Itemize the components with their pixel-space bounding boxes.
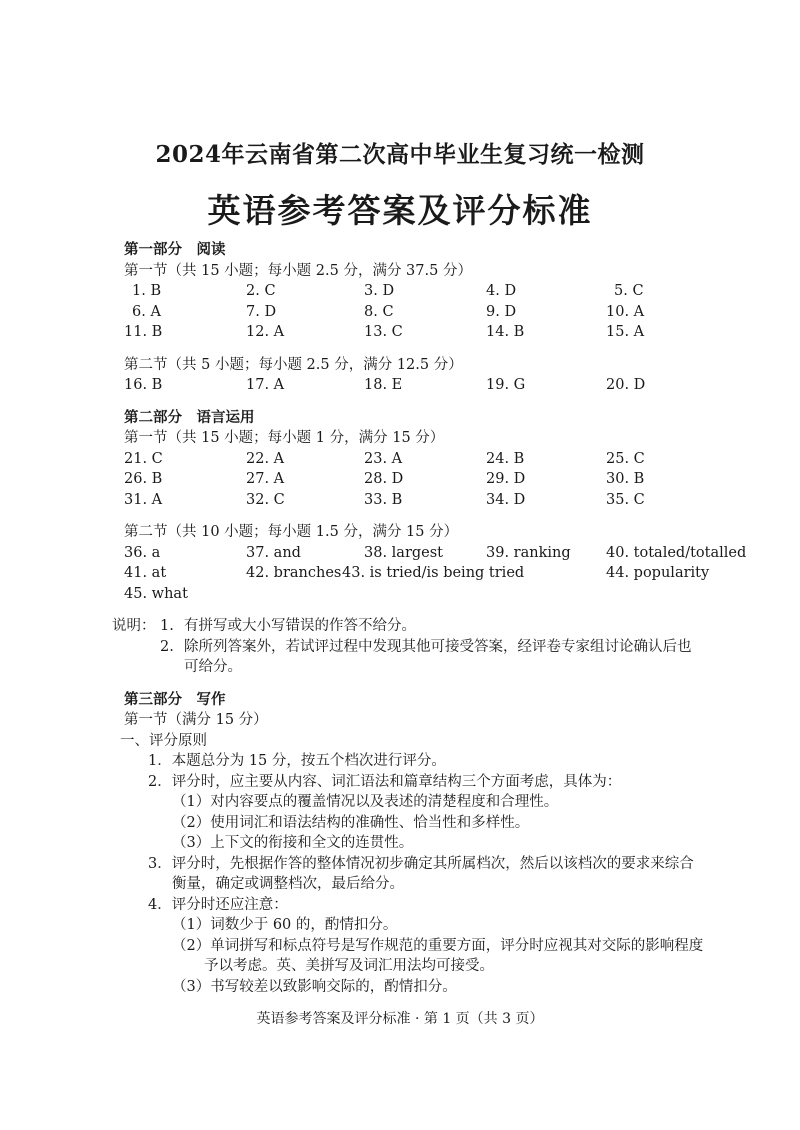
note-item bbox=[124, 637, 744, 658]
exam-title: 2024年云南省第二次高中毕业生复习统一检测 bbox=[155, 141, 645, 168]
answer: 22. A bbox=[246, 450, 285, 467]
answer: 11. B bbox=[124, 324, 163, 340]
note-item bbox=[112, 616, 744, 637]
answer: 1. B bbox=[132, 283, 162, 299]
answer: 5. C bbox=[614, 283, 644, 299]
note-text: 有拼写或大小写错误的作答不给分。 bbox=[184, 618, 416, 634]
answer: 8. C bbox=[364, 303, 394, 320]
page-footer: 英语参考答案及评分标准 · 第 1 页（共 3 页） bbox=[256, 1011, 544, 1027]
answer-row bbox=[124, 449, 744, 470]
answer: 4. D bbox=[486, 283, 517, 299]
note-item-continued bbox=[124, 657, 744, 678]
part3-heading: 第三部分 写作 bbox=[124, 690, 226, 708]
answer-row bbox=[124, 563, 744, 584]
answer-row bbox=[124, 375, 744, 396]
answer: 7. D bbox=[246, 303, 277, 320]
principle-4-item-continued: 予以考虑。英、美拼写及词汇用法均可接受。 bbox=[204, 958, 494, 974]
principle-3: 3．评分时，先根据作答的整体情况初步确定其所属档次，然后以该档次的要求来综合 bbox=[148, 855, 694, 872]
part2-sec2-heading: 第二节（共 10 小题；每小题 1.5 分，满分 15 分） bbox=[124, 524, 459, 540]
answer: 3. D bbox=[364, 283, 395, 299]
answer: 12. A bbox=[246, 324, 285, 340]
note-text: 除所列答案外，若试评过程中发现其他可接受答案，经评卷专家组讨论确认后也 bbox=[184, 638, 692, 655]
part3-sec1-heading: 第一节（满分 15 分） bbox=[124, 712, 268, 728]
answer: 27. A bbox=[246, 471, 285, 487]
note-label: 说明： bbox=[112, 618, 156, 634]
answer: 45. what bbox=[124, 585, 188, 602]
answer-row bbox=[124, 543, 747, 564]
answer: 26. B bbox=[124, 471, 163, 487]
answer-row bbox=[124, 322, 744, 343]
content bbox=[112, 240, 747, 997]
answer: 18. E bbox=[364, 377, 403, 393]
principle-2: 2．评分时，应主要从内容、词汇语法和篇章结构三个方面考虑，具体为： bbox=[148, 773, 622, 790]
answer: 6. A bbox=[132, 303, 161, 320]
part2-heading: 第二部分 语言运用 bbox=[124, 408, 255, 426]
answer: 9. D bbox=[486, 303, 517, 320]
answer-row bbox=[124, 490, 744, 511]
answer: 10. A bbox=[606, 303, 645, 320]
answer: 34. D bbox=[486, 491, 526, 508]
answer: 15. A bbox=[606, 324, 645, 340]
answer: 30. B bbox=[606, 471, 645, 487]
answer: 25. C bbox=[606, 450, 645, 467]
answer: 13. C bbox=[364, 324, 403, 340]
principle-2-item: （1）对内容要点的覆盖情况以及表述的清楚程度和合理性。 bbox=[172, 794, 559, 810]
answer: 39. ranking bbox=[486, 544, 571, 561]
part1-sec2-heading: 第二节（共 5 小题；每小题 2.5 分，满分 12.5 分） bbox=[124, 356, 463, 373]
answer: 44. popularity bbox=[606, 565, 710, 581]
answer-row bbox=[124, 469, 744, 490]
principle-4-item: （3）书写较差以致影响交际的，酌情扣分。 bbox=[172, 978, 457, 995]
answer: 21. C bbox=[124, 450, 163, 467]
answer: 35. C bbox=[606, 491, 645, 508]
answer: 19. G bbox=[486, 377, 526, 393]
answer: 41. at bbox=[124, 565, 167, 581]
answer: 20. D bbox=[606, 377, 646, 393]
answer: 31. A bbox=[124, 491, 163, 508]
answer: 38. largest bbox=[364, 544, 444, 561]
answer: 16. B bbox=[124, 377, 163, 393]
answer: 23. A bbox=[364, 450, 403, 467]
note-text: 可给分。 bbox=[184, 659, 242, 675]
answer: 14. B bbox=[486, 324, 525, 340]
answer: 29. D bbox=[486, 471, 526, 487]
answer: 28. D bbox=[364, 471, 404, 487]
answer-row bbox=[124, 302, 744, 323]
principle-3-continued: 衡量，确定或调整档次，最后给分。 bbox=[172, 876, 404, 892]
answer: 36. a bbox=[124, 544, 161, 561]
principles-heading: 一、评分原则 bbox=[120, 732, 207, 749]
principle-2-item: （3）上下文的衔接和全文的连贯性。 bbox=[172, 835, 414, 851]
answer: 40. totaled/totalled bbox=[606, 544, 747, 561]
part1-sec1-heading: 第一节（共 15 小题；每小题 2.5 分，满分 37.5 分） bbox=[124, 262, 472, 279]
principle-2-item: （2）使用词汇和语法结构的准确性、恰当性和多样性。 bbox=[172, 814, 530, 831]
answer: 2. C bbox=[246, 283, 276, 299]
answer: 24. B bbox=[486, 450, 525, 467]
document-title: 英语参考答案及评分标准 bbox=[207, 191, 593, 230]
answer-row bbox=[124, 281, 744, 302]
answer: 17. A bbox=[246, 377, 285, 393]
answer: 33. B bbox=[364, 491, 403, 508]
answer: 43. is tried/is being tried bbox=[342, 565, 525, 581]
answer: 37. and bbox=[246, 544, 301, 561]
part1-heading: 第一部分 阅读 bbox=[124, 241, 226, 258]
principle-1: 1．本题总分为 15 分，按五个档次进行评分。 bbox=[148, 753, 446, 769]
principle-4: 4．评分时还应注意： bbox=[148, 896, 288, 913]
principle-4-item: （1）词数少于 60 的，酌情扣分。 bbox=[172, 917, 398, 933]
note-number: 1. bbox=[160, 618, 174, 634]
part2-sec1-heading: 第一节（共 15 小题；每小题 1 分，满分 15 分） bbox=[124, 430, 445, 446]
note-number: 2. bbox=[160, 638, 174, 655]
answer: 32. C bbox=[246, 491, 285, 508]
answer: 42. branches bbox=[246, 565, 342, 581]
principle-4-item: （2）单词拼写和标点符号是写作规范的重要方面，评分时应视其对交际的影响程度 bbox=[172, 937, 704, 954]
